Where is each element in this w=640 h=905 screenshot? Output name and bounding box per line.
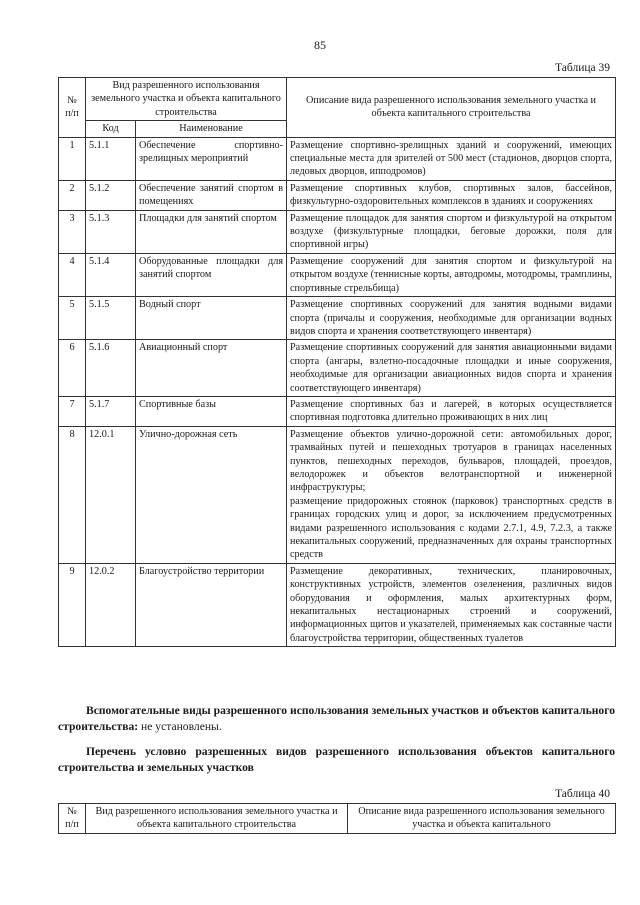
row-code: 5.1.7 xyxy=(86,396,136,426)
header-num: № п/п xyxy=(59,78,86,138)
row-number: 5 xyxy=(59,297,86,340)
table-row xyxy=(59,396,616,426)
row-number: 2 xyxy=(59,180,86,210)
auxiliary-uses-paragraph xyxy=(58,703,615,735)
header-description: Описание вида разрешенного использования земельного участка и объекта капитального xyxy=(348,804,616,834)
header-kind: Вид разрешенного использования земельного участка и объекта капитального строительства xyxy=(86,804,348,834)
auxiliary-uses-value: не установлены. xyxy=(138,720,222,733)
header-code: Код xyxy=(86,121,136,137)
row-code: 5.1.5 xyxy=(86,297,136,340)
header-description: Описание вида разрешенного использования земельного участка и объекта капитального строительства xyxy=(287,78,616,138)
row-description-part-1: Размещение объектов улично-дорожной сети: автомобильных дорог, трамвайных путей и пешеходных тротуаров в границах населенных пунктов, пешеходных переходов, бульваров, площадей, проездов, велодорожек и объектов велотранспортной и инженерной инфраструктуры; xyxy=(290,428,613,494)
row-description xyxy=(287,426,616,563)
row-number: 9 xyxy=(59,563,86,646)
row-description-part-2: размещение придорожных стоянок (парковок) транспортных средств в границах городских улиц и дорог, за исключением предусмотренных видами разрешенного использования с кодами 2.7.1, 4.9, 7.2.3, а также некапитальных сооружений, предназначенных для охраны транспортных средств xyxy=(290,495,613,561)
row-number: 3 xyxy=(59,210,86,253)
row-description: Размещение спортивно-зрелищных зданий и сооружений, имеющих специальные места для зрителей от 500 мест (стадионов, дворцов спорта, ледовых дворцов, ипподромов) xyxy=(287,137,616,180)
row-name: Оборудованные площадки для занятий спортом xyxy=(136,253,287,296)
row-code: 5.1.4 xyxy=(86,253,136,296)
auxiliary-uses-heading: Вспомогательные виды разрешенного использования земельных участков и объектов капитального строительства: xyxy=(58,704,615,733)
table-row xyxy=(59,253,616,296)
row-number: 6 xyxy=(59,340,86,397)
row-code: 12.0.1 xyxy=(86,426,136,563)
row-name: Авиационный спорт xyxy=(136,340,287,397)
header-kind-group: Вид разрешенного использования земельного участка и объекта капитального строительства xyxy=(86,78,287,121)
table-row xyxy=(59,297,616,340)
row-code: 5.1.1 xyxy=(86,137,136,180)
table-39-caption: Таблица 39 xyxy=(555,62,610,74)
table-row xyxy=(59,137,616,180)
table-row xyxy=(59,426,616,563)
row-name: Улично-дорожная сеть xyxy=(136,426,287,563)
row-number: 8 xyxy=(59,426,86,563)
row-description: Размещение спортивных клубов, спортивных залов, бассейнов, физкультурно-оздоровительных комплексов в зданиях и сооружениях xyxy=(287,180,616,210)
row-code: 5.1.3 xyxy=(86,210,136,253)
table-header-row xyxy=(59,804,616,834)
conditional-uses-heading: Перечень условно разрешенных видов разрешенного использования объектов капитального строительства и земельных участков xyxy=(58,745,615,774)
row-description: Размещение сооружений для занятия спортом и физкультурой на открытом воздухе (теннисные корты, автодромы, мотодромы, трамплины, спортивные стрельбища) xyxy=(287,253,616,296)
table-39 xyxy=(58,77,616,647)
row-code: 5.1.6 xyxy=(86,340,136,397)
row-name: Площадки для занятий спортом xyxy=(136,210,287,253)
row-name: Обеспечение занятий спортом в помещениях xyxy=(136,180,287,210)
table-40 xyxy=(58,803,616,834)
row-number: 1 xyxy=(59,137,86,180)
table-header-row xyxy=(59,78,616,121)
row-description: Размещение площадок для занятия спортом и физкультурой на открытом воздухе (физкультурные площадки, беговые дорожки, поля для спортивной игры) xyxy=(287,210,616,253)
row-name: Спортивные базы xyxy=(136,396,287,426)
row-description: Размещение декоративных, технических, планировочных, конструктивных устройств, элементов озеленения, различных видов оборудования и оформления, малых архитектурных форм, некапитальных нестационарных строений и сооружений, информационных щитов и указателей, применяемых как составные части благоустройства территории, общественных туалетов xyxy=(287,563,616,646)
row-number: 7 xyxy=(59,396,86,426)
row-description: Размещение спортивных баз и лагерей, в которых осуществляется спортивная подготовка длительно проживающих в них лиц xyxy=(287,396,616,426)
header-num: № п/п xyxy=(59,804,86,834)
row-number: 4 xyxy=(59,253,86,296)
row-name: Благоустройство территории xyxy=(136,563,287,646)
header-name: Наименование xyxy=(136,121,287,137)
table-row xyxy=(59,563,616,646)
row-code: 5.1.2 xyxy=(86,180,136,210)
row-code: 12.0.2 xyxy=(86,563,136,646)
row-description: Размещение спортивных сооружений для занятия авиационными видами спорта (ангары, взлетно-посадочные площадки и иные сооружения, необходимые для организации авиационных видов спорта и хранения соответствующего инвентаря) xyxy=(287,340,616,397)
row-description: Размещение спортивных сооружений для занятия водными видами спорта (причалы и сооружения, необходимые для организации водных видов спорта и хранения соответствующего инвентаря) xyxy=(287,297,616,340)
table-row xyxy=(59,340,616,397)
row-name: Обеспечение спортивно-зрелищных мероприятий xyxy=(136,137,287,180)
table-40-caption: Таблица 40 xyxy=(555,788,610,800)
page-number: 85 xyxy=(314,38,326,52)
row-name: Водный спорт xyxy=(136,297,287,340)
table-row xyxy=(59,210,616,253)
table-row xyxy=(59,180,616,210)
